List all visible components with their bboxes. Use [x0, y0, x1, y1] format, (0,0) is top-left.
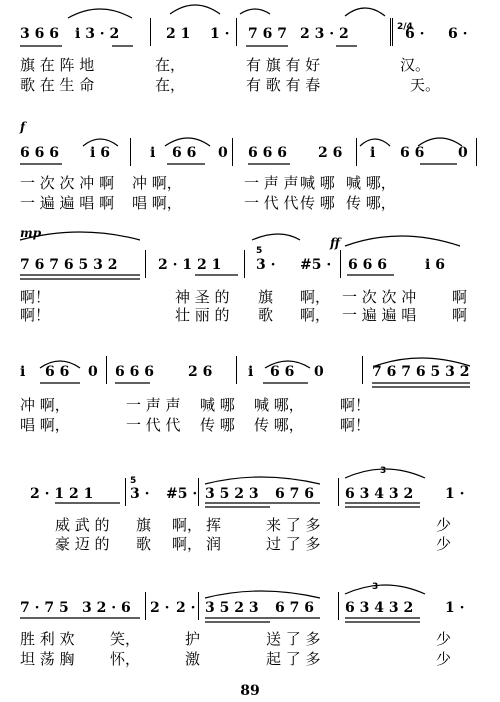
lyric-verse-2: 唱 啊，: [20, 416, 70, 434]
note-group: 2 ·: [150, 600, 170, 616]
note-group: 6 6: [45, 364, 70, 380]
lyric-verse-2: 壮 丽 的: [175, 306, 230, 324]
barline: [125, 478, 126, 506]
grace-note-mark: 5: [130, 476, 137, 486]
lyric-verse-1: 啊！: [20, 288, 51, 306]
note-group: 2 6: [318, 145, 343, 161]
dynamic-marking: mp: [20, 226, 42, 240]
lyric-verse-2: 唱 啊，: [132, 194, 182, 212]
lyric-verse-2: 天。: [410, 76, 441, 94]
note-group: 6 6: [270, 364, 295, 380]
dynamic-marking: f: [20, 120, 26, 134]
barline: [362, 356, 363, 384]
note-group: 1 ·: [445, 600, 465, 616]
lyric-verse-1: 一 声 声: [244, 174, 299, 192]
lyric-verse-1: 笑，: [110, 630, 141, 648]
barline: [106, 356, 107, 384]
note-group: 6 ·: [405, 26, 425, 42]
lyric-verse-1: 汉。: [400, 56, 431, 74]
note-group: 6 3 4 3 2: [345, 486, 414, 502]
notation-line: [0, 362, 500, 382]
lyric-verse-2: 少: [436, 535, 452, 553]
note-group: 3 ·: [130, 486, 150, 502]
lyric-verse-1: 护: [185, 630, 201, 648]
note-group: i: [150, 145, 156, 161]
note-group: i: [248, 364, 254, 380]
note-group: 3 5 2 3: [205, 600, 259, 616]
note-group: 2 3 · 2: [300, 26, 349, 42]
barline: [476, 138, 477, 166]
note-group: 6 6 6: [248, 145, 287, 161]
note-group: 2 · 1 2 1: [158, 257, 222, 273]
barline: [198, 592, 199, 620]
lyric-verse-2: 啊！: [340, 416, 371, 434]
lyric-verse-2: 歌: [136, 535, 152, 553]
note-group: 6 ·: [448, 26, 468, 42]
barline: [150, 18, 151, 46]
lyric-verse-1: 啊，: [300, 288, 331, 306]
lyric-verse-2: 歌: [258, 306, 274, 324]
note-group: 6 6: [400, 145, 425, 161]
note-group: i 6: [90, 145, 110, 161]
note-group: 6 7 6: [275, 600, 314, 616]
lyric-verse-1: 喊 哪: [300, 174, 335, 192]
lyric-verse-1: 喊 哪: [200, 396, 235, 414]
note-group: 3 5 2 3: [205, 486, 259, 502]
page-number: 89: [240, 683, 260, 699]
note-group: 0: [314, 364, 324, 380]
barline: [356, 138, 357, 166]
note-group: i 6: [425, 257, 445, 273]
double-barline: [390, 18, 393, 46]
note-group: 3 2 · 6: [82, 600, 131, 616]
note-group: 7 · 7 5: [20, 600, 69, 616]
lyric-verse-2: 豪 迈 的: [55, 535, 110, 553]
lyric-verse-2: 歌 在 生 命: [20, 76, 95, 94]
lyric-verse-1: 冲 啊，: [20, 396, 70, 414]
note-group: 7 6 7: [248, 26, 287, 42]
lyric-verse-1: 啊: [452, 288, 468, 306]
notation-line: [0, 484, 500, 504]
lyric-verse-2: 起 了 多: [266, 650, 321, 668]
note-group: 6 7 6: [275, 486, 314, 502]
triplet-mark: 3: [380, 466, 387, 476]
lyric-verse-1: 神 圣 的: [175, 288, 230, 306]
barline: [236, 18, 237, 46]
lyric-verse-2: 一 代 代: [126, 416, 181, 434]
barline: [198, 478, 199, 506]
lyric-verse-2: 传 哪，: [346, 194, 396, 212]
lyric-verse-1: 啊！: [340, 396, 371, 414]
lyric-verse-2: 激: [185, 650, 201, 668]
triplet-mark: 3: [372, 582, 379, 592]
lyric-verse-2: 传 哪: [300, 194, 335, 212]
lyric-verse-2: 啊: [452, 306, 468, 324]
lyric-verse-1: 旗: [258, 288, 274, 306]
lyric-verse-1: 挥: [206, 516, 222, 534]
note-group: 6 6: [172, 145, 197, 161]
lyric-verse-1: 一 次 次 冲 啊: [20, 174, 115, 192]
note-group: 2 · 1 2 1: [30, 486, 94, 502]
lyric-verse-1: 威 武 的: [55, 516, 110, 534]
barline: [338, 592, 339, 620]
lyric-verse-1: 少: [436, 630, 452, 648]
note-group: 2 ·: [176, 600, 196, 616]
note-group: 7 6 7 6 5 3 2: [20, 257, 118, 273]
barline: [145, 250, 146, 278]
lyric-verse-1: 喊 哪，: [346, 174, 396, 192]
barline: [340, 250, 341, 278]
note-group: 3 ·: [256, 257, 276, 273]
notation-line: [0, 255, 500, 275]
lyric-verse-2: 坦 荡 胸: [20, 650, 75, 668]
lyric-verse-1: 一 声 声: [126, 396, 181, 414]
barline: [232, 138, 233, 166]
note-group: 2 6: [188, 364, 213, 380]
lyric-verse-2: 在，: [155, 76, 186, 94]
lyric-verse-1: 胜 利 欢: [20, 630, 75, 648]
lyric-verse-2: 传 哪: [200, 416, 235, 434]
lyric-verse-2: 啊！: [20, 306, 51, 324]
lyric-verse-2: 少: [436, 650, 452, 668]
barline: [236, 356, 237, 384]
lyric-verse-2: 一 遍 遍 唱 啊: [20, 194, 115, 212]
notation-line: [0, 598, 500, 618]
lyric-verse-2: 有 歌 有 春: [246, 76, 321, 94]
lyric-verse-1: 少: [436, 516, 452, 534]
lyric-verse-1: 来 了 多: [266, 516, 321, 534]
note-group: i: [20, 364, 26, 380]
grace-note-mark: 5: [256, 246, 263, 256]
note-group: 1 ·: [445, 486, 465, 502]
note-group: 2 1: [166, 26, 191, 42]
lyric-verse-2: 过 了 多: [266, 535, 321, 553]
lyric-verse-1: 旗: [136, 516, 152, 534]
lyric-verse-1: 一 次 次 冲: [342, 288, 417, 306]
barline: [338, 478, 339, 506]
barline: [244, 250, 245, 278]
note-group: i: [370, 145, 376, 161]
lyric-verse-1: 喊 哪，: [254, 396, 304, 414]
lyric-verse-1: 有 旗 有 好: [246, 56, 321, 74]
notation-line: [0, 24, 500, 44]
lyric-verse-1: 旗 在 阵 地: [20, 56, 95, 74]
note-group: #5 ·: [166, 486, 198, 502]
note-group: 0: [218, 145, 228, 161]
note-group: 1 ·: [210, 26, 230, 42]
barline: [130, 138, 131, 166]
dynamic-marking: ff: [330, 236, 340, 250]
time-signature: 2/4: [397, 22, 413, 32]
notation-line: [0, 143, 500, 163]
lyric-verse-1: 送 了 多: [266, 630, 321, 648]
note-group: i 3 · 2: [75, 26, 120, 42]
lyric-verse-2: 一 代 代: [244, 194, 299, 212]
note-group: 6 6 6: [348, 257, 387, 273]
lyric-verse-2: 传 哪，: [254, 416, 304, 434]
barline: [145, 592, 146, 620]
lyric-verse-2: 啊，: [172, 535, 203, 553]
lyric-verse-2: 一 遍 遍 唱: [342, 306, 417, 324]
note-group: 3 6 6: [20, 26, 59, 42]
note-group: 0: [458, 145, 468, 161]
note-group: 6 3 4 3 2: [345, 600, 414, 616]
note-group: 6 6 6: [115, 364, 154, 380]
note-group: #5 ·: [300, 257, 332, 273]
lyric-verse-1: 啊，: [172, 516, 203, 534]
lyric-verse-2: 啊，: [300, 306, 331, 324]
lyric-verse-2: 润: [206, 535, 222, 553]
note-group: 6 6 6: [20, 145, 59, 161]
lyric-verse-2: 怀，: [110, 650, 141, 668]
lyric-verse-1: 在，: [155, 56, 186, 74]
note-group: 0: [88, 364, 98, 380]
note-group: 7 6 7 6 5 3 2: [372, 364, 470, 380]
lyric-verse-1: 冲 啊，: [132, 174, 182, 192]
